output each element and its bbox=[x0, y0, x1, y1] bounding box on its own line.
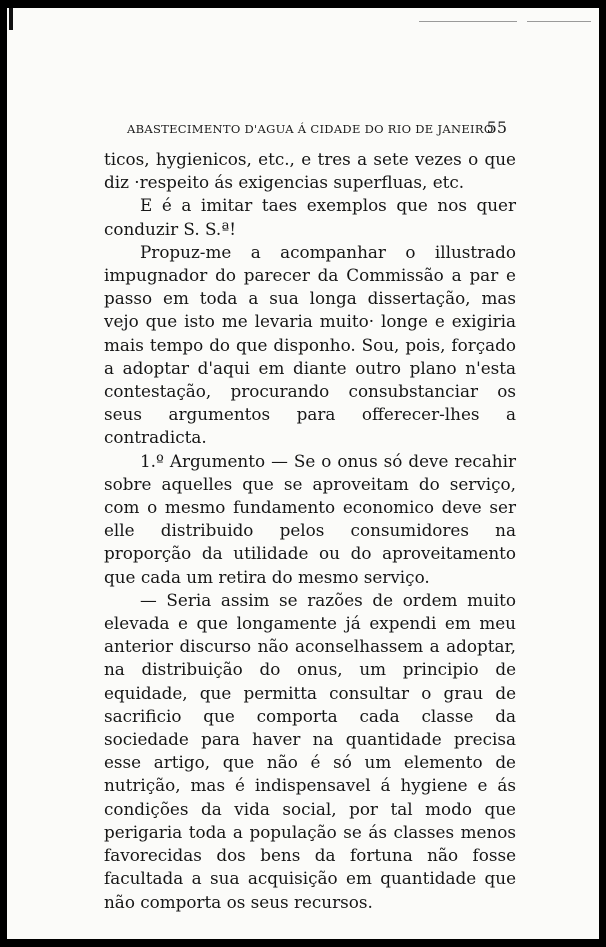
page-number: 55 bbox=[486, 118, 507, 137]
scan-top-rule bbox=[419, 21, 517, 22]
scan-top-rule bbox=[527, 21, 591, 22]
paragraph: Propuz-me a acompanhar o illustrado impugnador do parecer da Commissão a par e passo em toda a sua longa dissertação, mas vejo que isto me levaria muito· longe e exigiria mais tempo do que disponho. Sou, pois, forçado a adoptar d'aqui em diante outro plano n'esta contestação, procurando consubstanciar os seus argumentos para offerecer-lhes a contradicta. bbox=[104, 241, 516, 448]
paragraph: — Seria assim se razões de ordem muito elevada e que longamente já expendi em meu anterior discurso não aconselhassem a adoptar, na distribuição do onus, um principio de equidade, que permitta consultar o grau de sacrificio que comporta cada classe da sociedade para haver na quantidade precisa esse artigo, que não é só um elemento de nutrição, mas é indispensavel á hygiene e ás condições da vida social, por tal modo que perigaria toda a população se ás classes menos favorecidas dos bens da fortuna não fosse facultada a sua acquisição em quantidade que não comporta os seus recursos. bbox=[104, 589, 516, 912]
body-text bbox=[104, 148, 516, 914]
scan-edge-mark bbox=[9, 8, 13, 30]
paragraph: E é a imitar taes exemplos que nos quer conduzir S. S.ª! bbox=[104, 195, 516, 239]
book-page bbox=[7, 8, 599, 939]
running-head bbox=[127, 116, 507, 140]
paragraph: 1.º Argumento — Se o onus só deve recahir sobre aquelles que se aproveitam do serviço, com o mesmo fundamento economico deve ser elle distribuido pelos consumidores na proporção da utilidade ou do aproveitamento que cada um retira do mesmo serviço. bbox=[104, 450, 516, 587]
paragraph: ticos, hygienicos, etc., e tres a sete vezes o que diz ·respeito ás exigencias superfluas, etc. bbox=[104, 149, 516, 193]
running-title: ABASTECIMENTO D'AGUA Á CIDADE DO RIO DE JANEIRO bbox=[127, 122, 494, 136]
